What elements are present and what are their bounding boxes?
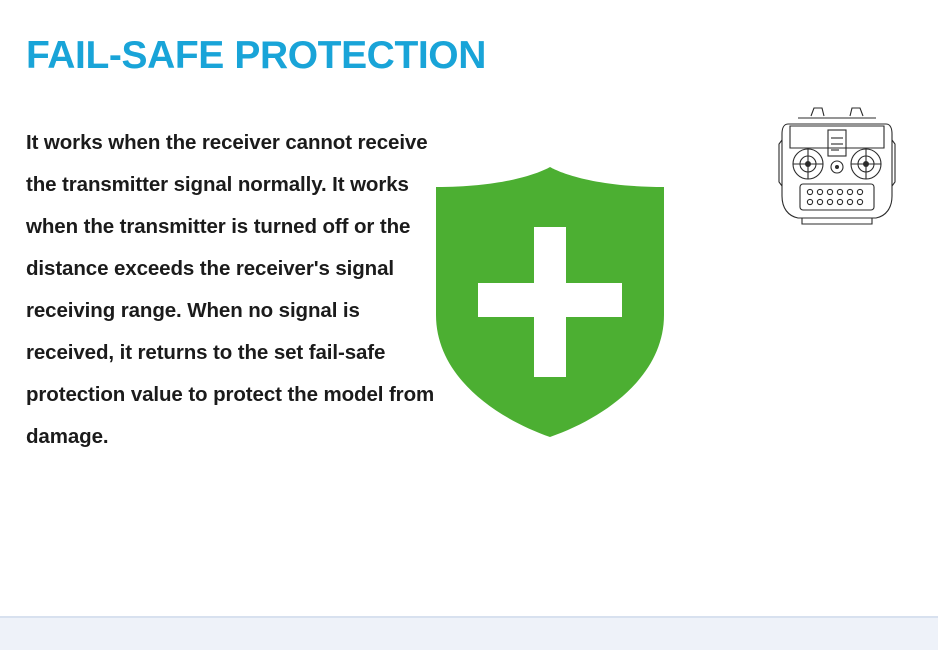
rc-transmitter-icon <box>778 104 896 234</box>
body-paragraph: It works when the receiver cannot receive the transmitter signal normally. It works when the transmitter is turned off or the distance exceeds the receiver's signal receiving range. When no signal is received, it returns to the set fail-safe protection value to protect the model from damage. <box>26 131 435 448</box>
footer-band <box>0 618 938 650</box>
page-title: FAIL-SAFE PROTECTION <box>26 34 487 77</box>
shield-plus-icon <box>432 165 668 440</box>
